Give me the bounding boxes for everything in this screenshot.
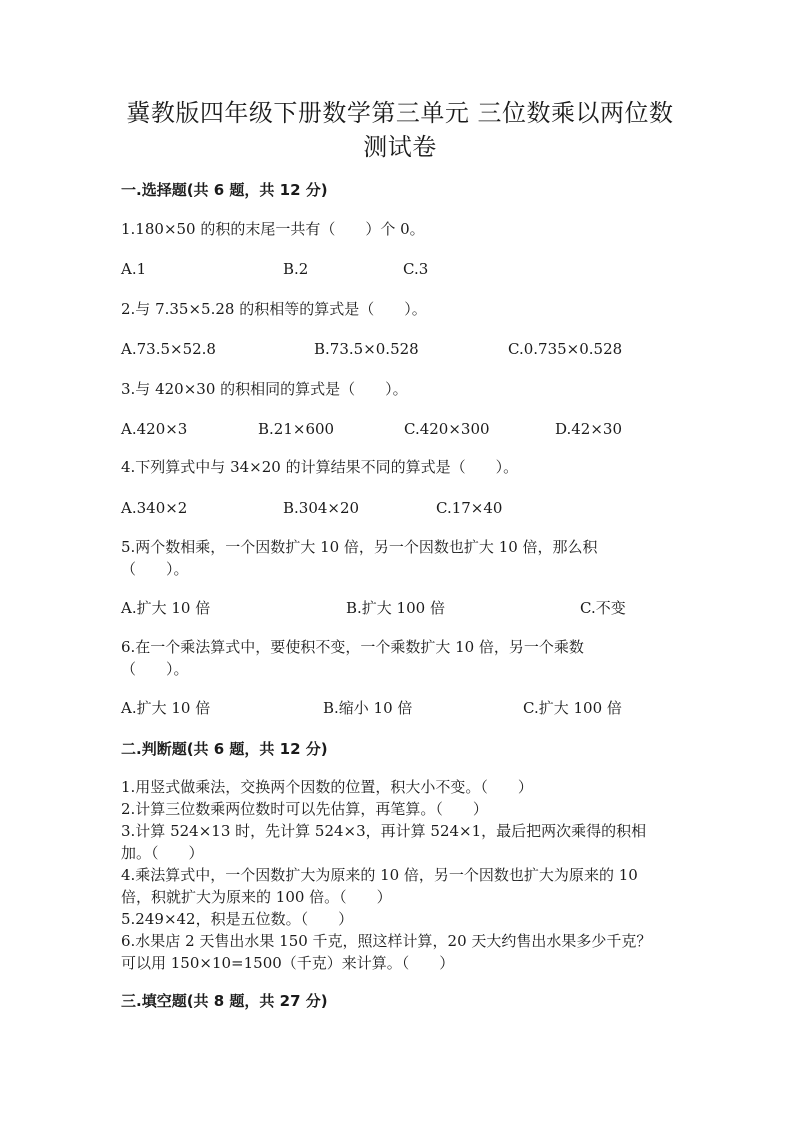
section-heading-fill-blank: 三.填空题(共 8 题，共 27 分) — [121, 992, 328, 1010]
exam-title-line1: 冀教版四年级下册数学第三单元 三位数乘以两位数 — [126, 99, 674, 127]
question-3-stem: 3.与 420×30 的积相同的算式是（ ）。 — [121, 380, 408, 398]
q2-option-a: A.73.5×52.8 — [121, 340, 216, 358]
question-2-stem: 2.与 7.35×5.28 的积相等的算式是（ ）。 — [121, 300, 427, 318]
judge-line-1: 1.用竖式做乘法，交换两个因数的位置，积大小不变。（ ） — [121, 778, 533, 796]
section-heading-judgement: 二.判断题(共 6 题，共 12 分) — [121, 740, 328, 758]
q2-option-b: B.73.5×0.528 — [314, 340, 419, 358]
question-5-stem-line2: （ ）。 — [121, 560, 189, 578]
question-4-stem: 4.下列算式中与 34×20 的计算结果不同的算式是（ ）。 — [121, 458, 519, 476]
question-1-stem: 1.180×50 的积的末尾一共有（ ）个 0。 — [121, 220, 425, 238]
q3-option-b: B.21×600 — [258, 420, 335, 438]
q3-option-a: A.420×3 — [121, 420, 188, 438]
q2-option-c: C.0.735×0.528 — [508, 340, 623, 358]
q4-option-a: A.340×2 — [121, 499, 188, 517]
q5-option-c: C.不变 — [580, 599, 626, 617]
judge-line-2: 2.计算三位数乘两位数时可以先估算，再笔算。（ ） — [121, 800, 488, 818]
judge-line-4-cont: 倍，积就扩大为原来的 100 倍。（ ） — [121, 888, 392, 906]
question-6-stem-line2: （ ）。 — [121, 660, 189, 678]
q6-option-c: C.扩大 100 倍 — [523, 699, 622, 717]
exam-title-line2: 测试卷 — [363, 133, 437, 161]
q4-option-b: B.304×20 — [283, 499, 360, 517]
q3-option-c: C.420×300 — [404, 420, 490, 438]
q1-option-b: B.2 — [283, 260, 309, 278]
judge-line-6-cont: 可以用 150×10=1500（千克）来计算。（ ） — [121, 954, 455, 972]
q1-option-c: C.3 — [403, 260, 429, 278]
question-5-stem-line1: 5.两个数相乘，一个因数扩大 10 倍，另一个因数也扩大 10 倍，那么积 — [121, 538, 598, 556]
judge-line-4: 4.乘法算式中，一个因数扩大为原来的 10 倍，另一个因数也扩大为原来的 10 — [121, 866, 638, 884]
judge-line-6: 6.水果店 2 天售出水果 150 千克，照这样计算，20 天大约售出水果多少千克？ — [121, 932, 652, 950]
judge-line-3: 3.计算 524×13 时，先计算 524×3，再计算 524×1，最后把两次乘得的积相 — [121, 822, 647, 840]
q3-option-d: D.42×30 — [555, 420, 623, 438]
q1-option-a: A.1 — [121, 260, 147, 278]
section-heading-choice: 一.选择题(共 6 题，共 12 分) — [121, 181, 328, 199]
q6-option-b: B.缩小 10 倍 — [323, 699, 413, 717]
judge-line-5: 5.249×42，积是五位数。（ ） — [121, 910, 354, 928]
q4-option-c: C.17×40 — [436, 499, 503, 517]
q5-option-b: B.扩大 100 倍 — [346, 599, 445, 617]
q6-option-a: A.扩大 10 倍 — [121, 699, 211, 717]
q5-option-a: A.扩大 10 倍 — [121, 599, 211, 617]
question-6-stem-line1: 6.在一个乘法算式中，要使积不变，一个乘数扩大 10 倍，另一个乘数 — [121, 638, 584, 656]
judge-line-3-cont: 加。（ ） — [121, 844, 204, 862]
